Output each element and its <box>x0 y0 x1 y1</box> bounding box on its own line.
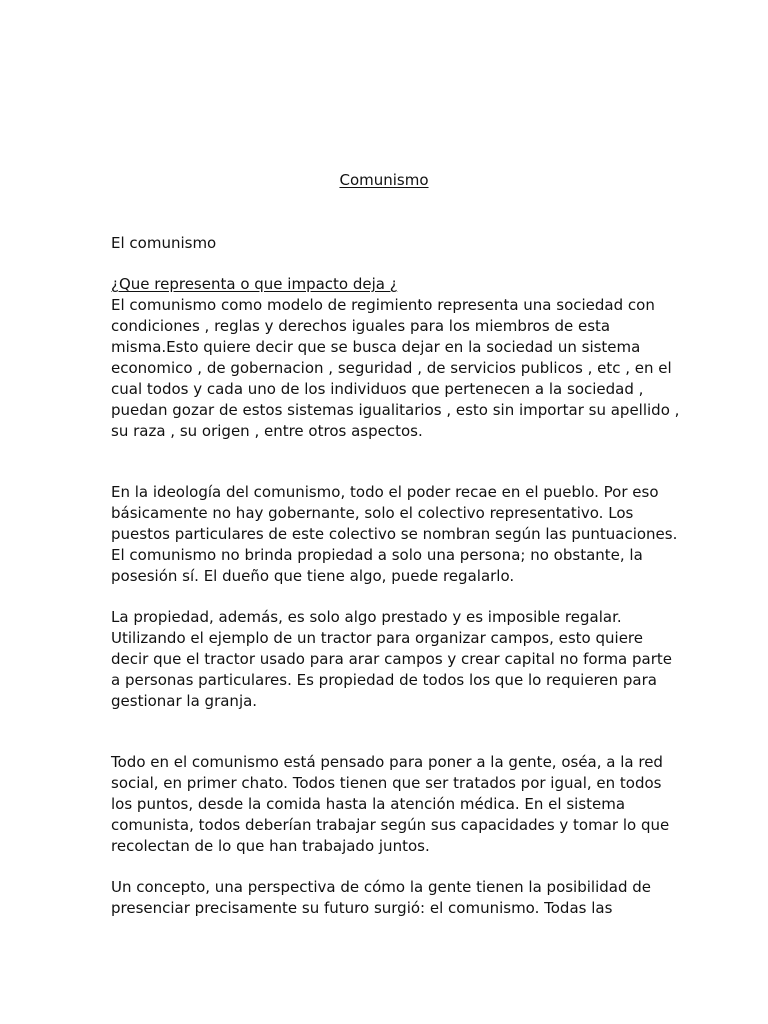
paragraph-line: En la ideología del comunismo, todo el poder recae en el pueblo. Por eso <box>111 483 659 501</box>
question-section <box>111 274 680 442</box>
paragraph-line: a personas particulares. Es propiedad de todos los que lo requieren para <box>111 671 657 689</box>
paragraph-line: economico , de gobernacion , seguridad , de servicios publicos , etc , en el <box>111 359 672 377</box>
paragraph-line: gestionar la granja. <box>111 692 258 710</box>
paragraph-line: su raza , su origen , entre otros aspectos. <box>111 422 423 440</box>
paragraph-line: social, en primer chato. Todos tienen que ser tratados por igual, en todos <box>111 774 662 792</box>
paragraph-line: puestos particulares de este colectivo se nombran según las puntuaciones. <box>111 525 678 543</box>
question-heading: ¿Que representa o que impacto deja ¿ <box>111 275 398 293</box>
paragraph-concepto <box>111 877 671 919</box>
paragraph-line: básicamente no hay gobernante, solo el colectivo representativo. Los <box>111 504 634 522</box>
paragraph-line: Un concepto, una perspectiva de cómo la gente tienen la posibilidad de <box>111 878 651 896</box>
paragraph-ideologia <box>111 482 678 587</box>
paragraph-line: decir que el tractor usado para arar campos y crear capital no forma parte <box>111 650 673 668</box>
paragraph-line: El comunismo no brinda propiedad a solo una persona; no obstante, la <box>111 546 643 564</box>
paragraph-line: recolectan de lo que han trabajado juntos. <box>111 837 430 855</box>
paragraph-line: La propiedad, además, es solo algo prestado y es imposible regalar. <box>111 608 622 626</box>
paragraph-line: El comunismo como modelo de regimiento representa una sociedad con <box>111 296 655 314</box>
paragraph-line: cual todos y cada uno de los individuos que pertenecen a la sociedad , <box>111 380 644 398</box>
paragraph-gente <box>111 752 671 857</box>
paragraph-line: Todo en el comunismo está pensado para poner a la gente, oséa, a la red <box>111 753 663 771</box>
paragraph-line: posesión sí. El dueño que tiene algo, puede regalarlo. <box>111 567 515 585</box>
paragraph-line: puedan gozar de estos sistemas igualitarios , esto sin importar su apellido , <box>111 401 680 419</box>
document-subtitle: El comunismo <box>111 234 217 252</box>
paragraph-line: Utilizando el ejemplo de un tractor para organizar campos, esto quiere <box>111 629 643 647</box>
paragraph-line: condiciones , reglas y derechos iguales para los miembros de esta <box>111 317 611 335</box>
paragraph-line: los puntos, desde la comida hasta la atención médica. En el sistema <box>111 795 626 813</box>
paragraph-line: comunista, todos deberían trabajar según sus capacidades y tomar lo que <box>111 816 670 834</box>
paragraph-line: presenciar precisamente su futuro surgió: el comunismo. Todas las <box>111 899 613 917</box>
paragraph-propiedad <box>111 607 671 712</box>
paragraph-line: misma.Esto quiere decir que se busca dejar en la sociedad un sistema <box>111 338 641 356</box>
document-title: Comunismo <box>339 171 429 189</box>
